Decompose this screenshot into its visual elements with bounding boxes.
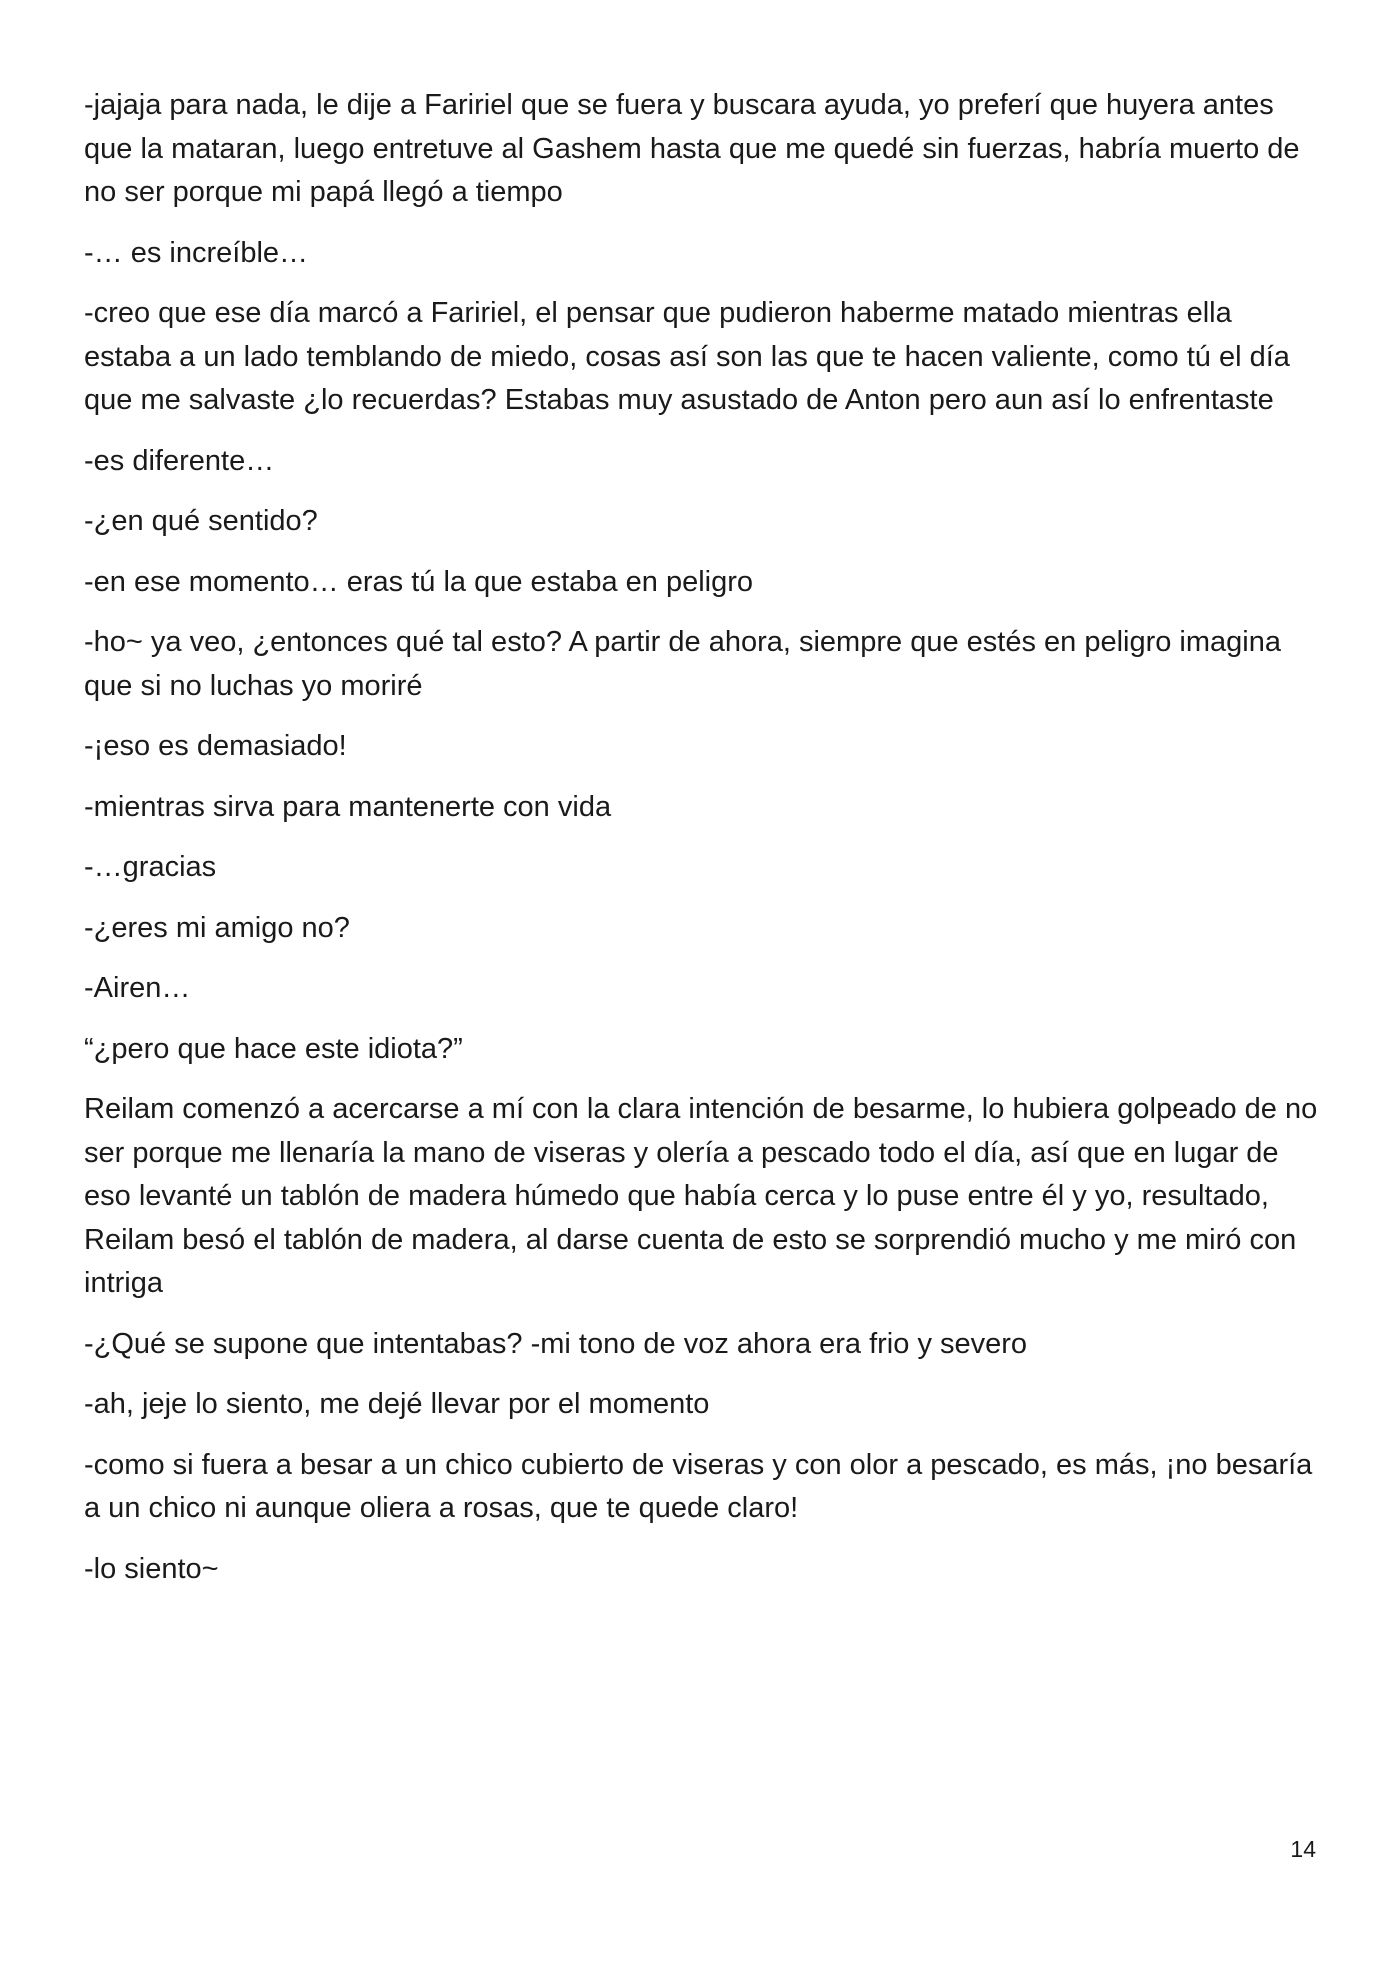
paragraph: -… es increíble… — [84, 236, 309, 269]
paragraph: -¿Qué se supone que intentabas? -mi tono de voz ahora era frio y severo — [84, 1327, 1028, 1360]
paragraph: -¡eso es demasiado! — [84, 730, 347, 762]
paragraph: “¿pero que hace este idiota?” — [84, 1032, 463, 1065]
paragraph: -Airen… — [84, 972, 191, 1004]
paragraph: -en ese momento… eras tú la que estaba en peligro — [84, 565, 754, 598]
paragraph: -…gracias — [84, 851, 217, 883]
paragraph: -como si fuera a besar a un chico cubierto de viseras y con olor a pescado, es más, ¡no besaría a un chico ni aunque oliera a rosas, que te quede claro! — [84, 1448, 1313, 1524]
paragraph: -lo siento~ — [84, 1552, 219, 1585]
page-body — [84, 84, 1324, 1608]
page-number: 14 — [1290, 1836, 1316, 1862]
paragraph: -jajaja para nada, le dije a Faririel que se fuera y buscara ayuda, yo preferí que huyera antes que la mataran, luego entretuve al Gashem hasta que me quedé sin fuerzas, habría muerto de no ser porque mi papá llegó a tiempo — [84, 89, 1300, 208]
paragraph: -ah, jeje lo siento, me dejé llevar por el momento — [84, 1388, 710, 1420]
paragraph: -es diferente… — [84, 444, 275, 477]
paragraph: -creo que ese día marcó a Faririel, el pensar que pudieron haberme matado mientras ella estaba a un lado temblando de miedo, cosas así son las que te hacen valiente, como tú el día que me salvaste ¿lo recuerdas? Estabas muy asustado de Anton pero aun así lo enfrentaste — [84, 297, 1290, 416]
paragraph: -mientras sirva para mantenerte con vida — [84, 790, 612, 823]
paragraph: -¿eres mi amigo no? — [84, 911, 350, 944]
paragraph: -ho~ ya veo, ¿entonces qué tal esto? A partir de ahora, siempre que estés en peligro imagina que si no luchas yo moriré — [84, 626, 1281, 702]
paragraph: Reilam comenzó a acercarse a mí con la clara intención de besarme, lo hubiera golpeado de no ser porque me llenaría la mano de viseras y olería a pescado todo el día, así que en lugar de eso levanté un tablón de madera húmedo que había cerca y lo puse entre él y yo, resultado, Reilam besó el tablón de madera, al darse cuenta de esto se sorprendió mucho y me miró con intriga — [84, 1093, 1318, 1299]
paragraph: -¿en qué sentido? — [84, 505, 318, 537]
